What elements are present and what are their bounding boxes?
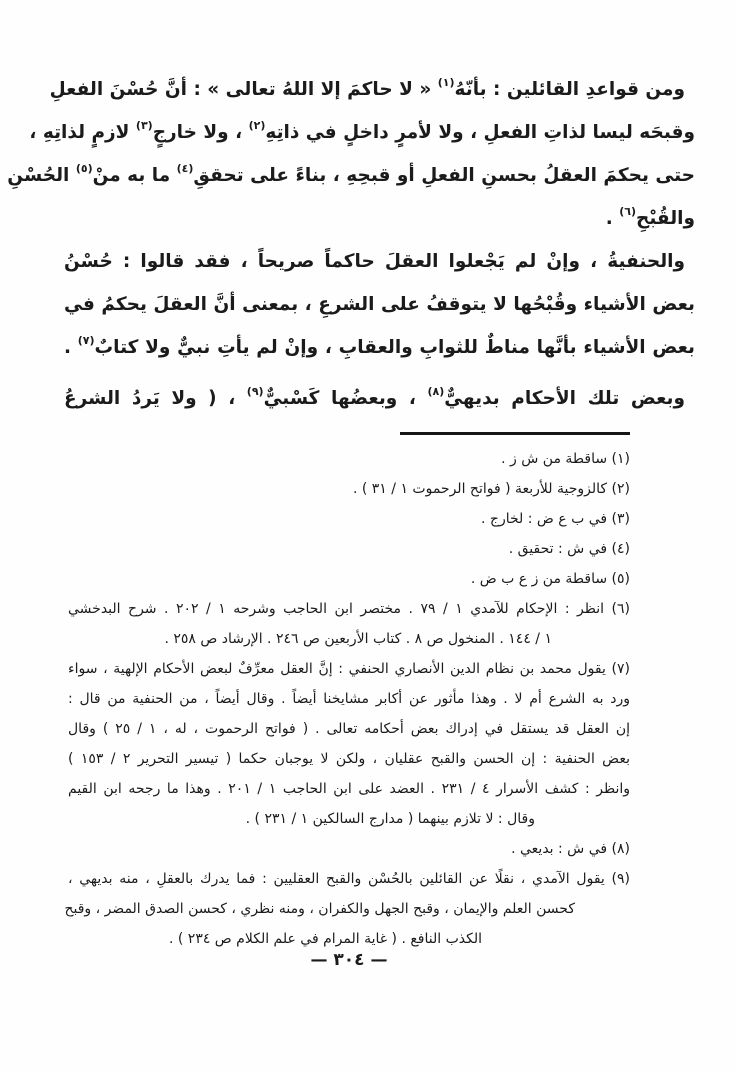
- footnote-line: ١ / ١٤٤ . المنخول ص ٨ . كتاب الأربعين ص ٢٤٦ . الإرشاد ص ٢٥٨ .: [164, 631, 552, 647]
- text-line: والحنفيةُ ، وإنْ لم يَجْعلوا العقلَ حاكماً صريحاً ، فقد قالوا : حُسْنُ: [64, 251, 685, 272]
- footnote-item: [64, 864, 630, 954]
- footnote-line: ورد به الشرع أم لا . وهذا مأثور عن أكابر مشايخنا أيضاً . وقال أيضاً ، من الحنفية من قال :: [68, 691, 630, 707]
- footnote-marker: (٥): [611, 571, 630, 587]
- footnote-marker: (١): [611, 451, 630, 467]
- footnote-ref: (٣): [135, 118, 153, 132]
- footnote-ref: (٥): [75, 161, 93, 175]
- text-line: وبعض تلك الأحكام بديهيٌّ$^{(٨)}$ ، وبعضُها كَسْبيٌّ$^{(٩)}$ ، ( ولا يَردُ الشرعُ: [64, 384, 685, 409]
- footnote-marker: (٢): [611, 481, 630, 497]
- footnote-line: بعض الحنفية : إن الحسن والقبح عقليان ، ولكن لا يوجبان حكما ( تيسير التحرير ٢ / ١٥٣ ): [68, 751, 630, 767]
- footnote-item: [68, 444, 630, 474]
- footnote-ref: (١): [437, 75, 455, 89]
- footnote-marker: (٨): [611, 841, 630, 857]
- footnote-item: [68, 834, 630, 864]
- footnote-ref: (٨): [427, 384, 445, 398]
- text-line: وقبحَه ليسا لذاتِ الفعلِ ، ولا لأمرٍ داخلٍ في ذاتِهِ$^{(٢)}$ ، ولا خارجٍ$^{(٣)}$ لازمٍ لذاتِهِ ،: [29, 118, 695, 143]
- footnote-line: الكذب النافع . ( غاية المرام في علم الكلام ص ٢٣٤ ) .: [168, 931, 482, 947]
- paragraph: [64, 240, 695, 369]
- footnote-line: إن العقل قد يستقل في إدراك بعض أحكامه تعالى . ( فواتح الرحموت ، له ، ١ / ٢٥ ) وقال: [68, 721, 630, 737]
- footnote-marker: (٦): [611, 601, 630, 617]
- footnote-line: (٤) في ش : تحقيق .: [508, 541, 630, 557]
- footnote-line: (٨) في ش : بديعي .: [511, 841, 630, 857]
- footnote-line: (١) ساقطة من ش ز .: [501, 451, 630, 467]
- footnote-line: (٩) يقول الآمدي ، نقلًا عن القائلين بالحُسْن والقبح العقليين : فما يدرك بالعقلِ ، منه بديهي ،: [68, 871, 630, 887]
- footnote-line: وانظر : كشف الأسرار ٤ / ٢٣١ . العضد على ابن الحاجب ١ / ٢٠١ . وهذا ما رجحه ابن القيم: [68, 781, 630, 797]
- footnote-line: كحسن العلم والإيمان ، وقبح الجهل والكفران ، ومنه نظري ، كحسن الصدق المضر ، وقبح: [64, 901, 575, 917]
- text-line: ومن قواعدِ القائلين : بأنّهُ$^{(١)}$ « لا حاكمَ إلا اللهُ تعالى » : أنَّ حُسْنَ الفعلِ: [49, 75, 685, 100]
- footnote-ref: (٤): [176, 161, 194, 175]
- footnote-item: [68, 504, 630, 534]
- footnote-line: (٧) يقول محمد بن نظام الدين الأنصاري الحنفي : إنَّ العقل معرِّفٌ لبعض الأحكام الإلهية ، سواء: [68, 661, 630, 677]
- footnote-line: (٦) انظر : الإحكام للآمدي ١ / ٧٩ . مختصر ابن الحاجب وشرحه ١ / ٢٠٢ . شرح البدخشي: [68, 601, 630, 617]
- footnote-marker: (٤): [611, 541, 630, 557]
- footnote-marker: (٣): [611, 511, 630, 527]
- footnotes-block: [64, 444, 630, 954]
- footnote-separator: [400, 432, 630, 435]
- footnote-line: (٥) ساقطة من ز ع ب ض .: [470, 571, 630, 587]
- footnote-item: [68, 564, 630, 594]
- footnote-line: (٢) كالزوجية للأربعة ( فواتح الرحموت ١ / ٣١ ) .: [352, 481, 630, 497]
- footnote-ref: (٦): [619, 204, 636, 218]
- footnote-ref: (٩): [246, 384, 264, 398]
- text-line: والقُبْحِ$^{(٦)}$ .: [605, 204, 695, 229]
- footnote-item: [68, 594, 630, 654]
- footnote-ref: (٧): [77, 333, 95, 347]
- footnote-item: [68, 534, 630, 564]
- text-line: حتى يحكمَ العقلُ بحسنِ الفعلِ أو قبحِهِ ، بناءً على تحققِ$^{(٤)}$ ما به منْ$^{(٥)}$ الحُسْنِ: [7, 161, 695, 186]
- footnote-marker: (٩): [611, 871, 630, 887]
- paragraph: [64, 377, 695, 420]
- page-number: — ٣٠٤ —: [310, 950, 388, 970]
- footnote-ref: (٢): [248, 118, 266, 132]
- footnote-item: [68, 474, 630, 504]
- paragraph: [7, 68, 695, 240]
- text-line: بعض الأشياء وقُبْحُها لا يتوقفُ على الشرعِ ، بمعنى أنَّ العقلَ يحكمُ في: [64, 294, 695, 315]
- main-text-block: [7, 68, 695, 420]
- footnote-line: (٣) في ب ع ض : لخارج .: [481, 511, 630, 527]
- footnote-item: [68, 654, 630, 834]
- footnote-line: وقال : لا تلازم بينهما ( مدارج السالكين ١ / ٢٣١ ) .: [245, 811, 535, 827]
- footnote-marker: (٧): [611, 661, 630, 677]
- text-line: بعض الأشياء بأنَّها مناطٌ للثوابِ والعقابِ ، وإنْ لم يأتِ نبيٌّ ولا كتابٌ$^{(٧)}$ .: [64, 333, 695, 358]
